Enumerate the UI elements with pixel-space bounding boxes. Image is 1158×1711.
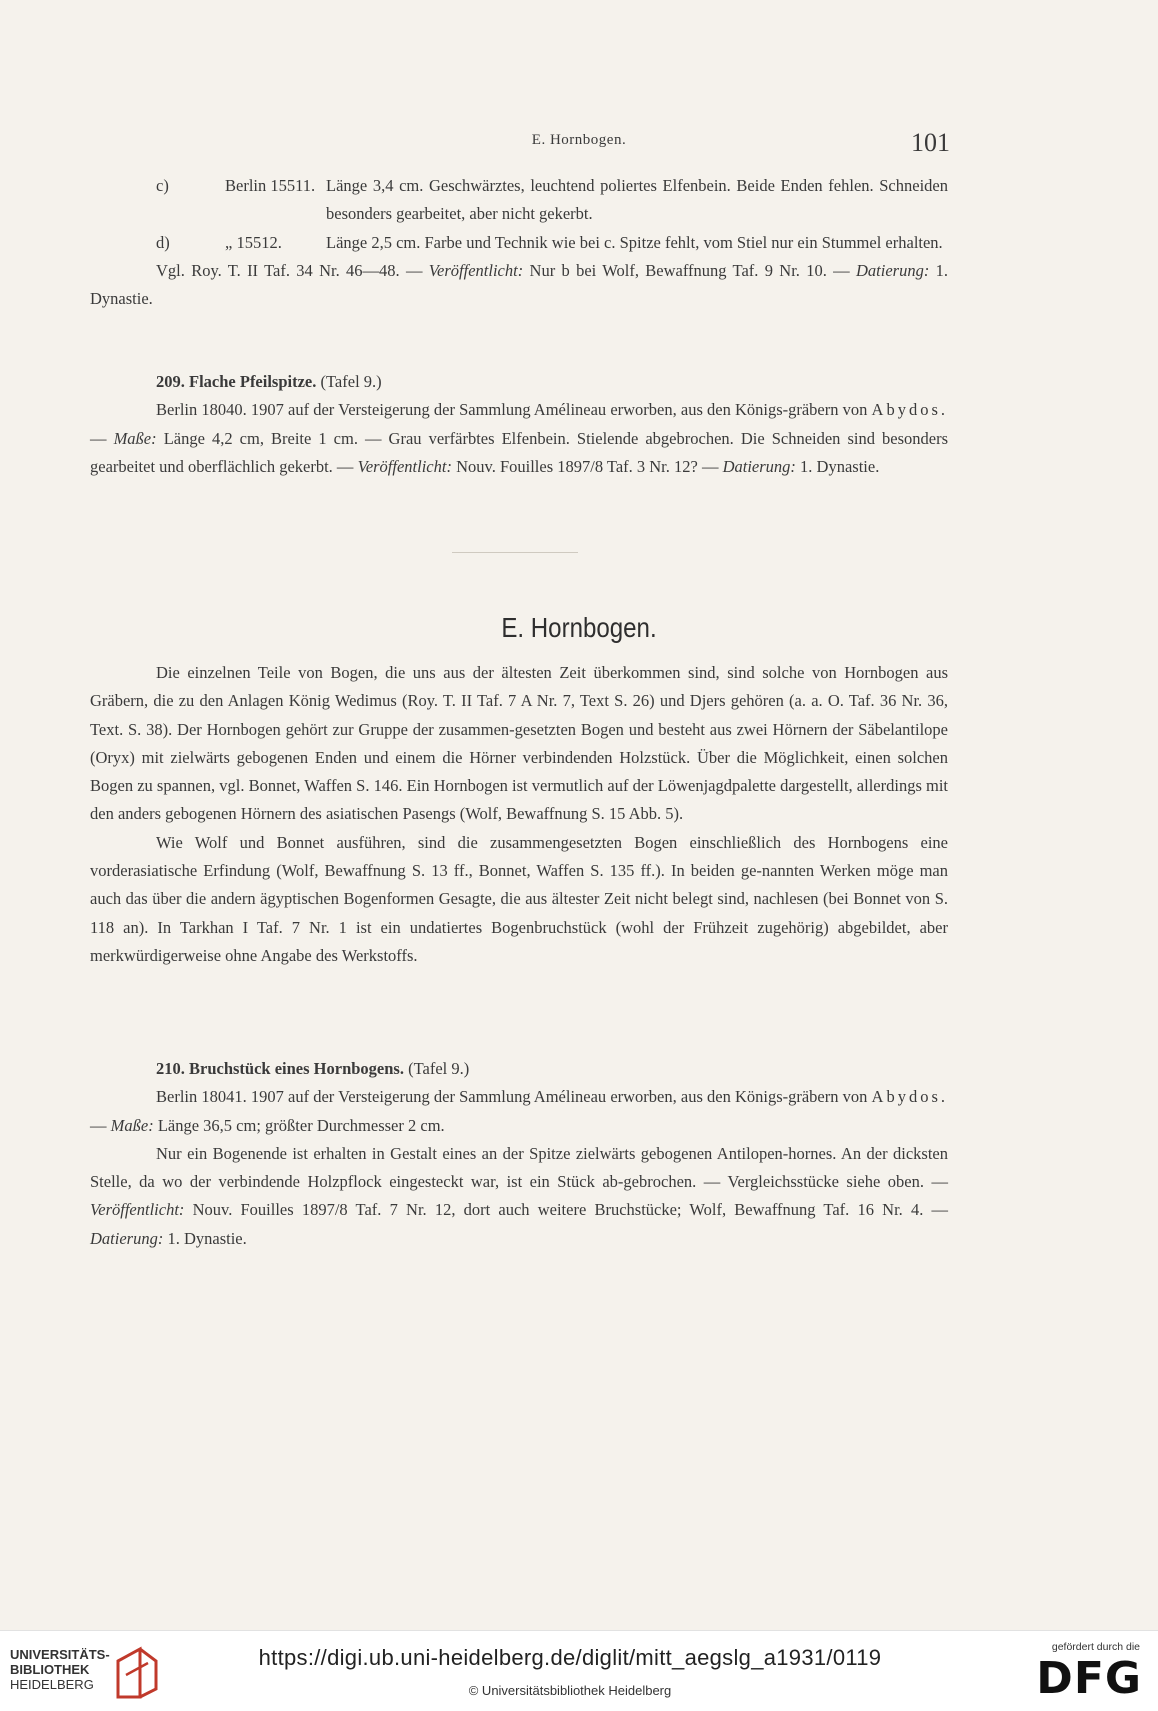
- dimensions-text: Länge 4,2 cm, Breite 1 cm. — Grau verfärbtes Elfenbein. Stielende abgebrochen. Die Schneiden sind besonders gearbeitet und oberflächlich gekerbt. —: [90, 428, 949, 476]
- footer-bar: [0, 1630, 1158, 1711]
- running-head: E. Hornbogen.: [531, 132, 627, 148]
- dating-label: Datierung:: [90, 1228, 164, 1248]
- library-name: [10, 1647, 110, 1692]
- dating-label: Datierung:: [856, 260, 930, 280]
- dfg-logo: DFG: [1036, 1653, 1142, 1704]
- continuation-block: [90, 172, 948, 313]
- entry-heading: [90, 368, 948, 396]
- dash: —: [90, 428, 107, 448]
- entry-description: [90, 396, 948, 481]
- comparison-note: [90, 257, 948, 314]
- published-text: Nouv. Fouilles 1897/8 Taf. 3 Nr. 12? —: [456, 456, 719, 476]
- entry-number: 209.: [156, 372, 185, 391]
- find-place: Abydos.: [871, 1087, 948, 1107]
- catalog-entry-209: [90, 368, 948, 481]
- copyright-notice: © Universitätsbibliothek Heidelberg: [468, 1683, 672, 1698]
- item-label: c): [156, 176, 169, 195]
- item-reference: „ 15512.: [225, 232, 282, 252]
- library-logo-icon: [110, 1645, 162, 1701]
- entry-heading: [90, 1055, 948, 1083]
- library-name-line: UNIVERSITÄTS-: [10, 1647, 110, 1662]
- item-text: Länge 3,4 cm. Geschwärztes, leuchtend poliertes Elfenbein. Beide Enden fehlen. Schneiden besonders gearbeitet, aber nicht gekerbt.: [326, 176, 948, 224]
- published-text: Nur b bei Wolf, Bewaffnung Taf. 9 Nr. 10. —: [529, 260, 850, 280]
- plate-reference: (Tafel 9.): [408, 1059, 470, 1078]
- page-number: 101: [911, 128, 950, 157]
- comparison-text: Vgl. Roy. T. II Taf. 34 Nr. 46—48. —: [156, 260, 423, 280]
- dimensions-text: Länge 36,5 cm; größter Durchmesser 2 cm.: [157, 1115, 445, 1135]
- dimensions-label: Maße:: [110, 1115, 154, 1135]
- section-paragraph: Wie Wolf und Bonnet ausführen, sind die zusammengesetzten Bogen einschließlich des Hornbogens eine vorderasiatische Erfindung (Wolf, Bewaffnung S. 13 ff., Bonnet, Waffen S. 135 ff.). In beiden ge-nannten Werken möge man auch das über die andern ägyptischen Bogenformen Gesagte, die aus ältester Zeit nicht belegt sind, nachlesen (bei Bonnet von S. 118 an). In Tarkhan I Taf. 7 Nr. 1 ist ein undatiertes Bogenbruchstück (wohl der Frühzeit zugehörig) abgebildet, aber merkwürdigerweise ohne Angabe des Werkstoffs.: [90, 832, 948, 965]
- published-label: Veröffentlicht:: [428, 260, 524, 280]
- entry-description: [90, 1140, 948, 1253]
- entry-number: 210.: [156, 1059, 185, 1078]
- entry-title: Flache Pfeilspitze.: [189, 372, 317, 391]
- published-label: Veröffentlicht:: [357, 456, 452, 476]
- catalog-entry-210: [90, 1055, 948, 1253]
- list-item: [90, 229, 948, 257]
- published-text: Nouv. Fouilles 1897/8 Taf. 7 Nr. 12, dort auch weitere Bruchstücke; Wolf, Bewaffnung Taf. 16 Nr. 4. —: [192, 1200, 949, 1220]
- section-divider: [452, 552, 578, 553]
- entry-description: [90, 1083, 948, 1140]
- dating-text: 1. Dynastie.: [90, 260, 949, 309]
- dash: —: [90, 1115, 107, 1135]
- entry-title: Bruchstück eines Hornbogens.: [189, 1059, 404, 1078]
- find-place: Abydos.: [871, 400, 948, 420]
- dating-label: Datierung:: [722, 456, 796, 476]
- dimensions-label: Maße:: [113, 428, 157, 448]
- section-paragraph: Die einzelnen Teile von Bogen, die uns aus der ältesten Zeit überkommen sind, sind solche von Hornbogen aus Gräbern, die zu den Anlagen König Wedimus (Roy. T. II Taf. 7 A Nr. 7, Text S. 26) und Djers gehören (a. a. O. Taf. 36 Nr. 36, Text. S. 38). Der Hornbogen gehört zur Gruppe der zusammen-gesetzten Bogen und besteht aus zwei Hörnern der Säbelantilope (Oryx) mit zielwärts gebogenen Enden und einem die Hörner verbindenden Holzstück. Über die Möglichkeit, einen solchen Bogen zu spannen, vgl. Bonnet, Waffen S. 146. Ein Hornbogen ist vermutlich auf der Löwenjagdpalette dargestellt, allerdings mit den anders gebogenen Hörnern des asiatischen Pasengs (Wolf, Bewaffnung S. 15 Abb. 5).: [90, 663, 948, 824]
- page-url[interactable]: https://digi.ub.uni-heidelberg.de/diglit/mitt_aegslg_a1931/0119: [258, 1645, 882, 1670]
- provenance-text: Berlin 18041. 1907 auf der Versteigerung der Sammlung Amélineau erworben, aus den Königs-gräbern von: [156, 1087, 868, 1107]
- item-label: d): [156, 232, 170, 252]
- funded-by-label: gefördert durch die: [1051, 1641, 1140, 1653]
- section-body: [90, 659, 948, 970]
- published-label: Veröffentlicht:: [90, 1200, 185, 1220]
- library-name-line: HEIDELBERG: [10, 1677, 94, 1692]
- library-name-line: BIBLIOTHEK: [10, 1662, 90, 1677]
- provenance-text: Berlin 18040. 1907 auf der Versteigerung der Sammlung Amélineau erworben, aus den Königs-gräbern von: [156, 400, 868, 420]
- dating-text: 1. Dynastie.: [800, 456, 880, 476]
- description-text: Nur ein Bogenende ist erhalten in Gestalt eines an der Spitze zielwärts gebogenen Antilopen-hornes. An der dicksten Stelle, da wo der verbindende Holzpflock eingesteckt war, ist ein Stück ab-gebrochen. — Vergleichsstücke siehe oben. —: [90, 1143, 948, 1192]
- plate-reference: (Tafel 9.): [320, 372, 382, 391]
- dating-text: 1. Dynastie.: [167, 1228, 247, 1248]
- section-heading: E. Hornbogen.: [501, 612, 657, 643]
- list-item: [90, 172, 948, 229]
- item-reference: Berlin 15511.: [225, 176, 316, 195]
- item-text: Länge 2,5 cm. Farbe und Technik wie bei c. Spitze fehlt, vom Stiel nur ein Stummel erhalten.: [326, 232, 943, 252]
